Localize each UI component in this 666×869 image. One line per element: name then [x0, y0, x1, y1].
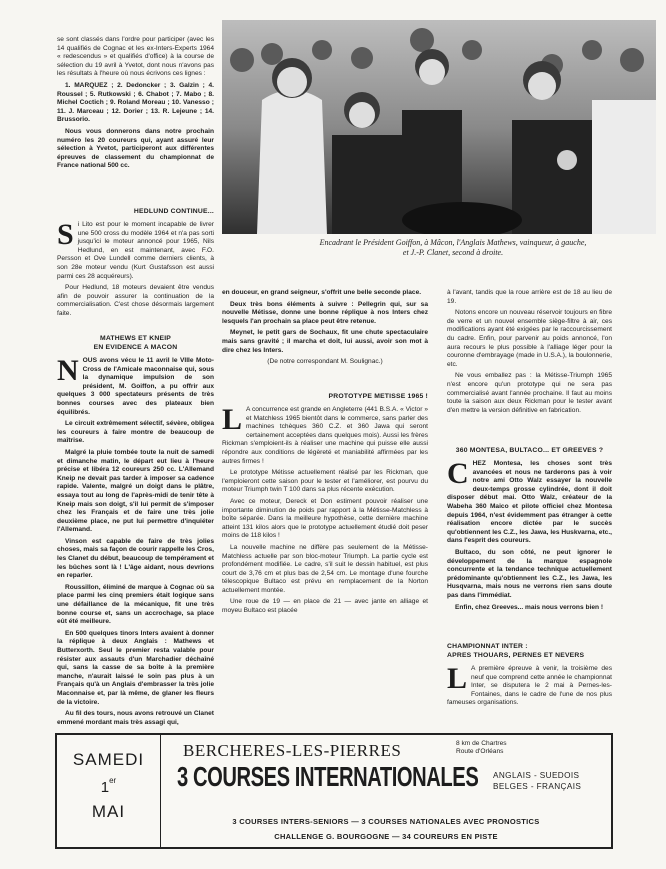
- article-paragraph: Vinson est capable de faire de très jolies choses, mais sa façon de courir rappelle les Cros, les Clanet du début, beaucoup de tempérament et les bûches sont là ! L'âge aidant, nous devrions en reparler.: [57, 537, 214, 580]
- article-paragraph: Ne vous emballez pas : la Métisse-Triumph 1965 n'est encore qu'un prototype qui ne sera pas commercialisé avant l'année prochaine. Il faut au moins toute la saison aux deux Rickman pour le tester avant d'en mettre la version définitive en fabrication.: [447, 372, 612, 414]
- photo-image: [222, 20, 656, 234]
- photo-caption: Encadrant le Président Goiffon, à Mâcon, l'Anglais Mathews, vainqueur, à gauche, et J.-P. Clanet, second à droite.: [319, 238, 587, 257]
- article-paragraph: La nouvelle machine ne diffère pas seulement de la Métisse-Matchless actuelle par son bloc-moteur Triumph. La partie cycle est profondément modifiée. Le cadre, s'il suit le dessin habituel, est plus court de 3,76 cm et plus bas de 2,54 cm. Le montage d'une fourche télescopique Bultaco est prévu en remplacement de la Norton actuellement montée.: [222, 543, 428, 594]
- montesa-heading: 360 MONTESA, BULTACO... ET GREEVES ?: [455, 447, 604, 454]
- article-paragraph: Deux très bons éléments à suivre : Pellegrin qui, sur sa nouvelle Métisse, donne une bonne réplique à nos Inters chez lesquels l'an prochain sa place peut être retenue.: [222, 300, 428, 325]
- race-advertisement: [55, 733, 613, 849]
- article-paragraph: se sont classés dans l'ordre pour participer (avec les 14 qualifiés de Cognac et les ex-Inters-Experts 1964 « redescendus » et qualifiés d'office) à la course de sélection du 19 avril à Yvetot, dont nous n'avons pas les résultats à l'heure où nous écrivons ces lignes :: [57, 36, 214, 78]
- column-3-top: [447, 289, 612, 418]
- results-list: 1. MARQUEZ ; 2. Dedoncker ; 3. Galzin ; 4. Roussel ; 5. Rutkowski ; 6. Chabot ; 7. Mabo ; 8. Michel Coctich ; 9. Roland Moreau ; 10. Vanesso ; 11. J. Marceau ; 12. Dorier ; 13. R. Lejeune ; 14. Brussorio.: [57, 81, 214, 124]
- ad-program-line-2: CHALLENGE G. BOURGOGNE — 34 COUREURS EN PISTE: [274, 832, 498, 841]
- article-paragraph: Notons encore un nouveau réservoir toujours en fibre de verre et un nouvel ensemble siège-filtre à air, ces modifications ayant été exigées par le raccourcissement du cadre. Enfin, pour parvenir au poids annoncé, l'on aura recours le plus possible à l'alliage léger pour la couronne d'embrayage (made in U.S.A.), la boulonnerie, etc.: [447, 309, 612, 368]
- ad-nations-line-2: BELGES - FRANÇAIS: [493, 782, 582, 791]
- ad-title: 3 COURSES INTERNATIONALES: [177, 761, 479, 792]
- hedlund-article: [57, 203, 214, 322]
- drop-cap: N: [57, 354, 79, 387]
- montesa-article: [447, 442, 612, 615]
- drop-cap: L: [447, 662, 468, 695]
- championnat-heading-line-2: APRES THOUARS, PERNES ET NEVERS: [447, 652, 585, 659]
- kneip-heading-line-2: EN EVIDENCE A MACON: [93, 344, 178, 351]
- article-paragraph: [222, 403, 428, 466]
- ad-program-line-1: 3 COURSES INTERS-SENIORS — 3 COURSES NATIONALES AVEC PRONOSTICS: [232, 817, 540, 826]
- article-paragraph: En 500 quelques tinors Inters avaient à donner la réplique à deux Anglais : Mathews et Butterxorth. Seul le premier resta valable pour résister aux assauts d'un Marchadier déchaîné qui, sans la casse de sa boîte à la première manche, n'aurait laissé le soin pas plus à un Français qu'à un Anglais d'embrasser la très jolie Maconnaise et, par là même, de glaner les fleurs de la victoire.: [57, 629, 214, 706]
- article-text: A concurrence est grande en Angleterre (441 B.S.A. « Victor » et Matchless 1965 bientôt dans le commerce, sans parler des machines tchèques 360 C.Z. et 360 Jawa qui seront certainement acceptées dans quelques mois). Aussi les frères Rickman s'emploient-ils à réaliser une machine qui puisse elle aussi répondre aux conditions de légèreté et maniabilité affirmées par les autres firmes !: [222, 406, 428, 465]
- race-photo: [222, 20, 656, 234]
- article-paragraph: Nous vous donnerons dans notre prochain numéro les 20 coureurs qui, ayant assuré leur sélection à Yvetot, participeront aux différentes épreuves de classement du championnat de France national 500 cc.: [57, 127, 214, 170]
- drop-cap: S: [57, 218, 74, 251]
- ad-distance: [456, 740, 507, 756]
- article-paragraph: Bultaco, du son côté, ne peut ignorer le développement de la marque espagnole concurrente et la tendance technique actuellement prédominante qu'obtiennent les C.Z., les Jawa, les Husqvarna, mais nous ne verrons rien sans doute pas dans l'immédiat.: [447, 548, 612, 599]
- ad-month: MAI: [91, 802, 126, 821]
- correspondent-credit: (De notre correspondant M. Soulignac.): [267, 358, 383, 366]
- article-text: OUS avons vécu le 11 avril le VIIIe Moto-Cross de l'Amicale maconnaise qui, sous la dynamique impulsion de son président, M. Goiffon, a pu offrir aux quelques 3 000 spectateurs présents de très bonnes courses avec des plateaux bien équilibrés.: [57, 357, 214, 416]
- article-paragraph: Roussillon, éliminé de marque à Cognac où sa place parmi les cinq premiers était logique sans une défaillance de la mécanique, fit une très bonne course et, sans un accrochage, sa place eût été meilleure.: [57, 583, 214, 626]
- article-paragraph: Malgré la pluie tombée toute la nuit de samedi et dimanche matin, le départ eut lieu à l'heure précise et libéra 12 coureurs 250 cc. L'Allemand Kneip ne devait pas tarder à imposer sa cadence rapide. Valente, malgré un doigt dans le plâtre, essaya tout au long de l'après-midi de tenir tête à Kneip mais son doigt, s'il lui permit de s'imposer chez les Français et de faire une très jolie deuxième place, ne put lui permettre d'inquiéter l'Allemand.: [57, 448, 214, 534]
- ad-day: SAMEDI: [72, 750, 145, 769]
- championnat-article: [447, 638, 612, 711]
- championnat-heading-line-1: CHAMPIONNAT INTER :: [447, 643, 528, 650]
- article-paragraph: Une roue de 19 — en place de 21 — avec jante en alliage et moyeu Bultaco est placée: [222, 598, 428, 615]
- ad-date: [57, 776, 160, 796]
- article-paragraph: Pour Hedlund, 18 moteurs devaient être vendus afin de pouvoir assurer la continuation de la commercialisation. C'est chose désormais largement faite.: [57, 284, 214, 317]
- hedlund-heading: HEDLUND CONTINUE...: [133, 208, 214, 215]
- article-text: A première épreuve à venir, la troisième des neuf que comprend cette année le championnat Inter, se disputera le 2 mai à Pernes-les-Fontaines, dans le cadre de l'une de nos plus fameuses organisations.: [447, 665, 612, 707]
- kneip-article: [57, 330, 214, 730]
- drop-cap: C: [447, 457, 469, 490]
- ad-date-number: 1: [100, 779, 110, 796]
- ad-distance-line-2: Route d'Orléans: [456, 748, 504, 755]
- article-paragraph: en douceur, en grand seigneur, s'offrit une belle seconde place.: [222, 289, 422, 296]
- article-paragraph: [57, 354, 214, 417]
- ad-town: BERCHERES-LES-PIERRES: [183, 741, 402, 760]
- metisse-heading: PROTOTYPE METISSE 1965 !: [328, 393, 428, 400]
- article-paragraph: [447, 457, 612, 546]
- article-paragraph: Meynet, le petit gars de Sochaux, fit une chute spectaculaire mais sans gravité ; il marcha et doit, lui aussi, avoir son mot à dire chez les Inters.: [222, 329, 428, 354]
- drop-cap: L: [222, 403, 243, 436]
- article-paragraph: Au fil des tours, nous avons retrouvé un Clanet emmené mordant mais très assagi qui,: [57, 710, 214, 726]
- ad-nations: [493, 770, 581, 792]
- article-paragraph: Le prototype Métisse actuellement réalisé par les Rickman, que l'emploieront cette saison pour le tester et l'améliorer, est pourvu du moteur Triumph twin T 100 dans sa plus récente exécution.: [222, 469, 428, 494]
- article-text: HEZ Montesa, les choses sont très avancées et nous ne tarderons pas à voir notre ami Otto Walz essayer la nouvelle deux-temps grosse cylindrée, dont il doit disposer début mai. Otto Walz, créateur de la Wabeha 360 Maico et pilote officiel chez Montesa depuis 1964, n'est évidemment pas étranger à cette réalisation encore dictée par le succès qu'obtiennent les C.Z., les Jawa, les Huskvarna, etc., dans l'esprit des coureurs.: [447, 460, 612, 545]
- article-paragraph: Enfin, chez Greeves... mais nous verrons bien !: [455, 603, 604, 611]
- ad-date-box: [57, 735, 161, 847]
- column-1-top: [57, 36, 214, 174]
- ad-date-suffix: er: [109, 776, 117, 785]
- ad-distance-line-1: 8 km de Chartres: [456, 740, 507, 747]
- article-paragraph: Le circuit extrêmement sélectif, sévère, obligea les coureurs à faire montre de beaucoup de maîtrise.: [57, 420, 214, 445]
- article-text: i Lito est pour le moment incapable de livrer une 500 cross du modèle 1964 et n'a pas sorti jusqu'ici le moteur annoncé pour 1965, Nils Hedlund, en est maintenant, avec F.O. Persson et Ove Lundell comme derniers clients, à son 28e moteur vendu (Kurt Gustafsson est aussi parmi ces 28 acquéreurs).: [57, 221, 214, 280]
- article-paragraph: [447, 662, 612, 708]
- column-2: [222, 289, 428, 370]
- metisse-article: [222, 388, 428, 619]
- kneip-heading-line-1: MATHEWS ET KNEIP: [99, 335, 172, 342]
- article-paragraph: à l'avant, tandis que la roue arrière est de 18 au lieu de 19.: [447, 289, 612, 305]
- article-paragraph: [57, 218, 214, 281]
- article-paragraph: Avec ce moteur, Dereck et Don estiment pouvoir réaliser une importante diminution de poids par rapport à la Métisse-Matchless à boîte séparée. Dans la meilleure hypothèse, cette dernière machine atteint 131 kilos alors que le prototype actuellement étudié doit peser moins de 118 kilos !: [222, 497, 428, 540]
- ad-nations-line-1: ANGLAIS - SUEDOIS: [493, 771, 580, 780]
